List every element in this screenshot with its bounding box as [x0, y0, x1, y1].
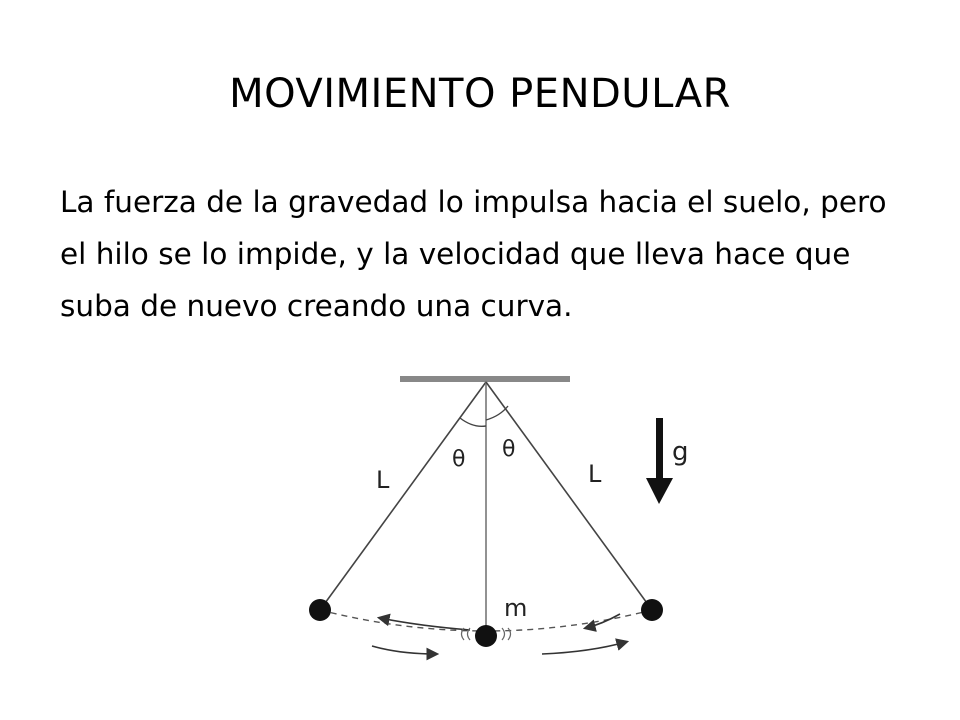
bob-center [475, 625, 497, 647]
motion-arrow-bottom-left [372, 646, 436, 654]
ceiling-bar [400, 376, 570, 382]
motion-marks-right [502, 628, 511, 640]
motion-arrow-top-right [586, 614, 620, 628]
angle-label-left: θ [452, 447, 466, 472]
string-left [320, 382, 486, 610]
gravity-arrow-head [646, 478, 673, 504]
gravity-label: g [672, 437, 689, 467]
bob-left [309, 599, 331, 621]
motion-arrow-top-left [380, 618, 470, 630]
bob-right [641, 599, 663, 621]
gravity-arrow-shaft [656, 418, 663, 482]
slide-body-text: La fuerza de la gravedad lo impulsa hacia el suelo, pero el hilo se lo impide, y la velocidad que lleva hace que suba de nuevo creando una curva. [60, 185, 887, 323]
pendulum-diagram [290, 362, 710, 662]
slide-title: MOVIMIENTO PENDULAR [229, 71, 731, 117]
mass-label: m [504, 594, 528, 622]
motion-arrow-bottom-right [542, 642, 626, 654]
length-label-left: L [376, 466, 390, 494]
angle-arc-left [460, 418, 486, 426]
string-right [486, 382, 652, 610]
angle-label-right: θ [502, 437, 516, 462]
length-label-right: L [588, 460, 602, 488]
